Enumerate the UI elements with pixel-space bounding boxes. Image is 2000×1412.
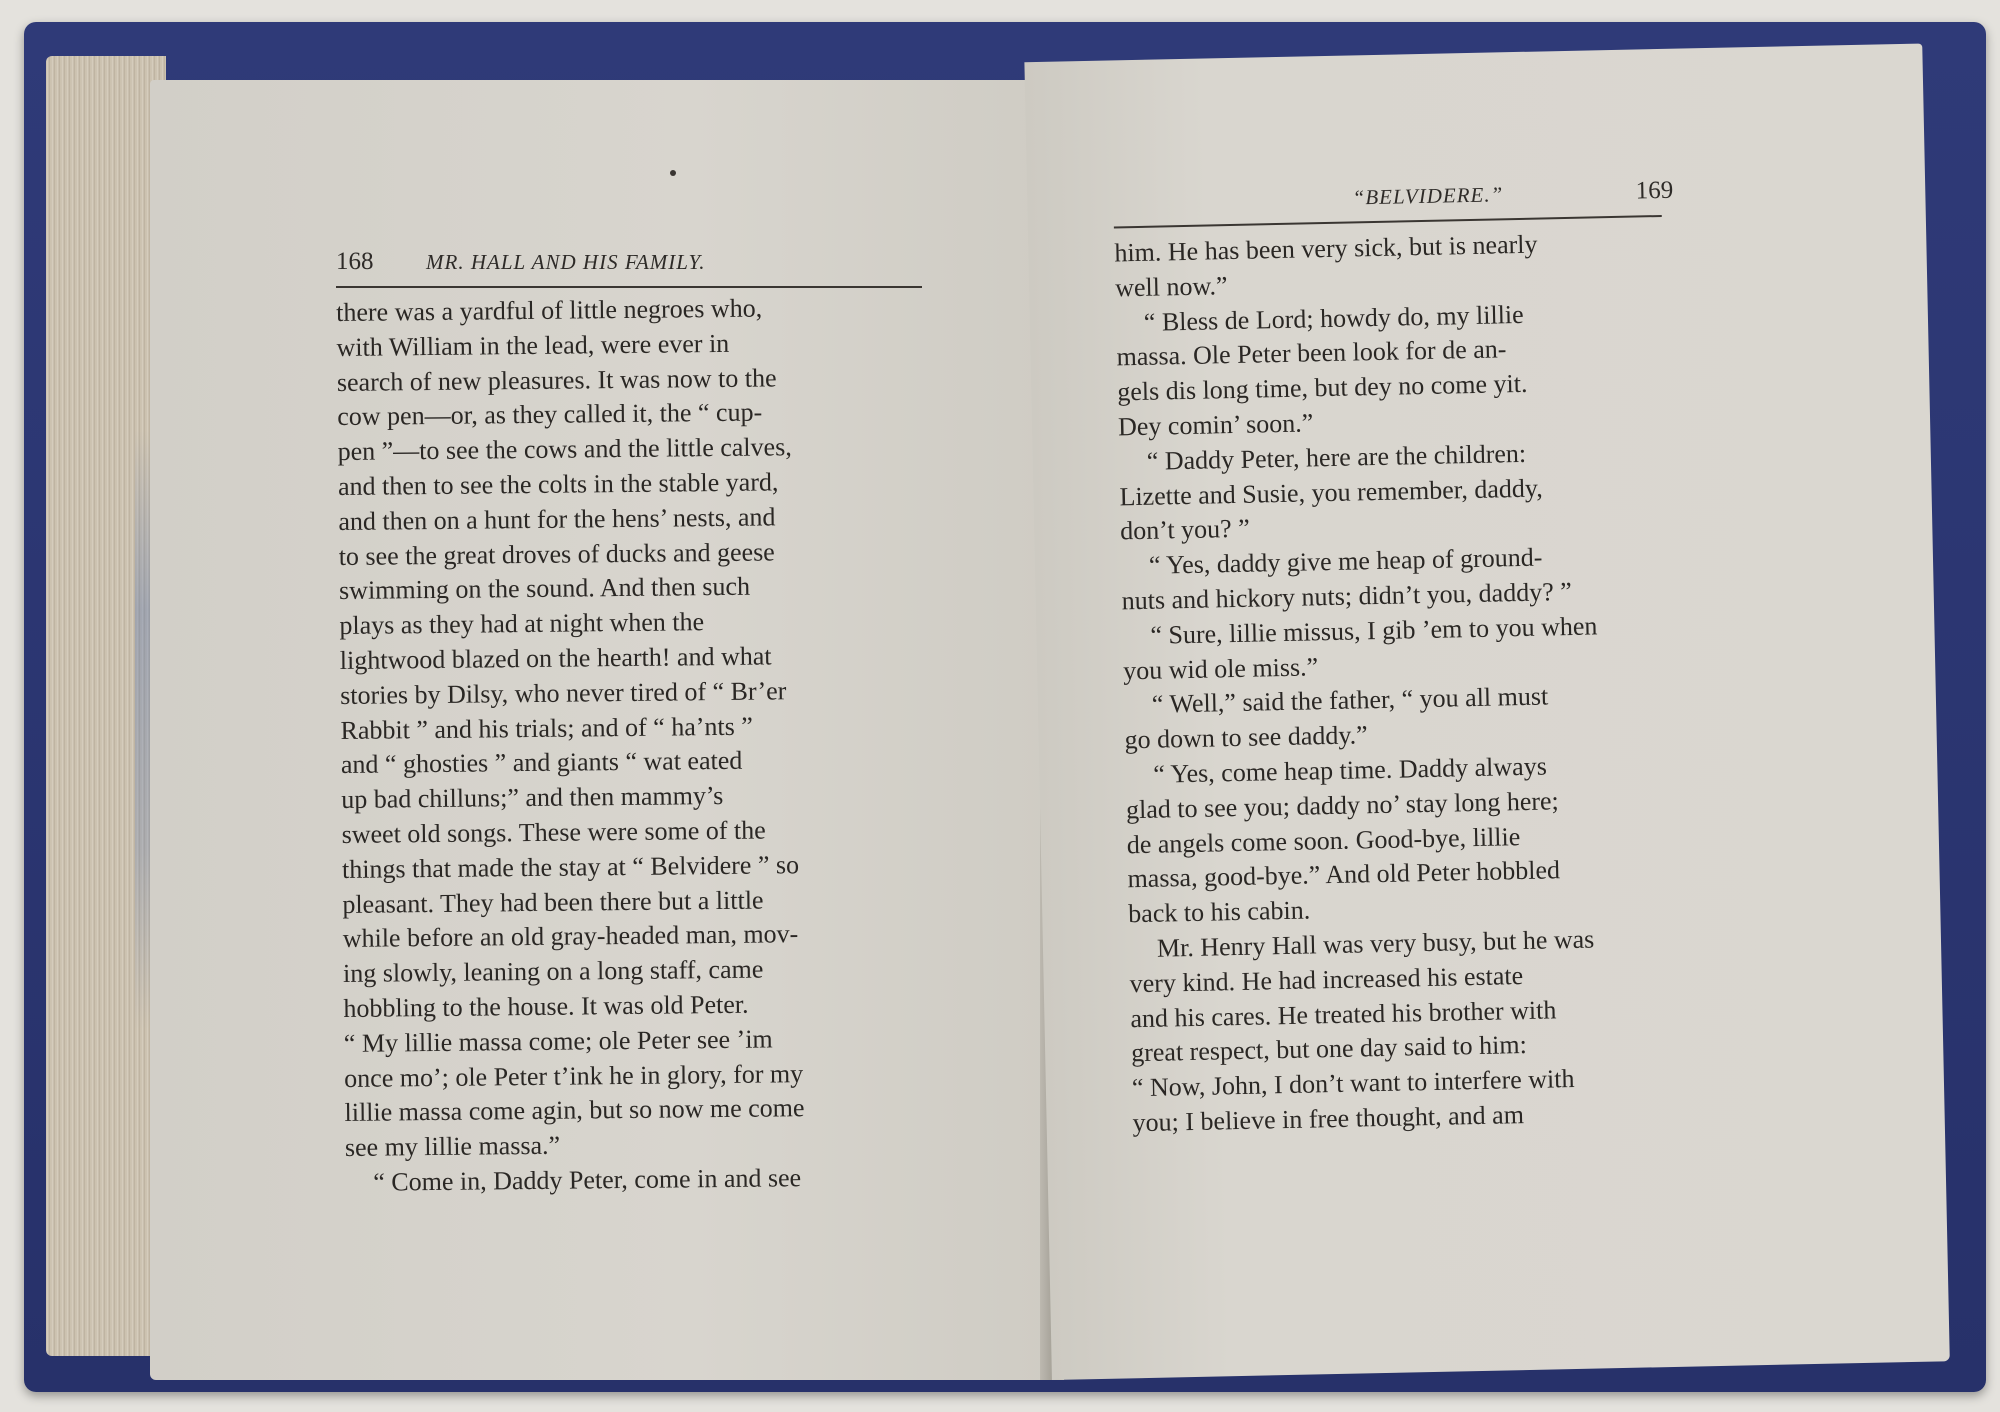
text-line: massa, good-bye.” And old Peter hobbled [1127, 855, 1561, 894]
text-line: to see the great droves of ducks and geese [338, 536, 775, 571]
ink-speck [670, 170, 676, 176]
text-line: “ Bless de Lord; howdy do, my lillie [1143, 299, 1524, 337]
left-page [150, 80, 1050, 1380]
text-line: and then on a hunt for the hens’ nests, and [338, 502, 776, 536]
text-line: de angels come soon. Good-bye, lillie [1126, 821, 1521, 859]
text-line: swimming on the sound. And then such [338, 572, 751, 606]
text-line: and then to see the colts in the stable yard, [337, 467, 779, 501]
header-rule [336, 286, 922, 288]
left-page-text [336, 290, 935, 1201]
text-line: things that made the stay at “ Belvidere ” so [341, 849, 800, 884]
page-number: 169 [1635, 176, 1674, 205]
text-line: search of new pleasures. It was now to the [336, 362, 777, 397]
text-line: massa. Ole Peter been look for de an- [1116, 334, 1507, 372]
text-line: there was a yardful of little negroes who, [336, 293, 763, 327]
text-line: Mr. Henry Hall was very busy, but he was [1156, 924, 1595, 963]
text-line: you wid ole miss.” [1122, 651, 1319, 685]
text-line: lillie massa come agin, but so now me come [344, 1093, 805, 1128]
text-line: plays as they had at night when the [339, 607, 705, 641]
text-line: Dey comin’ soon.” [1117, 408, 1314, 442]
text-line: “ Yes, daddy give me heap of ground- [1148, 542, 1543, 580]
text-line: up bad chilluns;” and then mammy’s [341, 781, 724, 815]
text-line: “ Daddy Peter, here are the children: [1146, 438, 1527, 476]
text-line: “ Well,” said the father, “ you all must [1151, 681, 1549, 720]
text-line: back to his cabin. [1127, 895, 1311, 929]
text-line: and his cares. He treated his brother with [1130, 994, 1557, 1033]
text-line: “ Yes, come heap time. Daddy always [1153, 751, 1548, 789]
text-line: Rabbit ” and his trials; and of “ ha’nts ” [340, 711, 753, 745]
text-line: hobbling to the house. It was old Peter. [343, 989, 749, 1023]
right-page-text [1114, 225, 1685, 1141]
text-line: go down to see daddy.” [1124, 720, 1368, 755]
text-line: you; I believe in free thought, and am [1132, 1099, 1525, 1138]
text-line: cow pen—or, as they called it, the “ cup- [337, 397, 763, 432]
text-line: once mo’; ole Peter t’ink he in glory, for my [344, 1058, 804, 1093]
text-line: “ My lillie massa come; ole Peter see ’im [343, 1024, 773, 1058]
text-line: while before an old gray-headed man, mov- [342, 919, 799, 954]
right-page-header [1113, 176, 1674, 210]
text-line: with William in the lead, were ever in [336, 328, 730, 362]
running-title: MR. HALL AND HIS FAMILY. [426, 250, 706, 274]
text-line: pleasant. They had been there but a little [342, 885, 764, 919]
text-line: very kind. He had increased his estate [1129, 960, 1524, 999]
text-line: well now.” [1114, 270, 1228, 303]
text-line: ing slowly, leaning on a long staff, came [342, 954, 764, 989]
text-line: see my lillie massa.” [344, 1130, 561, 1163]
text-line: stories by Dilsy, who never tired of “ Br’er [340, 676, 787, 710]
text-line: don’t you? ” [1119, 514, 1251, 546]
text-line: “ Now, John, I don’t want to interfere with [1131, 1064, 1575, 1103]
text-line: “ Come in, Daddy Peter, come in and see [373, 1163, 802, 1197]
text-line: lightwood blazed on the hearth! and what [339, 641, 772, 675]
text-line: glad to see you; daddy no’ stay long here; [1125, 786, 1560, 825]
text-line: great respect, but one day said to him: [1130, 1030, 1528, 1068]
text-line: sweet old songs. These were some of the [341, 815, 766, 849]
text-line: him. He has been very sick, but is nearly [1114, 229, 1538, 268]
running-title: “BELVIDERE.” [1352, 182, 1504, 210]
text-line: pen ”—to see the cows and the little calves, [337, 432, 792, 467]
right-page [1024, 43, 1949, 1380]
page-number: 168 [336, 248, 374, 275]
text-line: gels dis long time, but dey no come yit. [1117, 369, 1528, 407]
text-line: nuts and hickory nuts; didn’t you, daddy? ” [1121, 576, 1573, 616]
text-line: “ Sure, lillie missus, I gib ’em to you when [1150, 611, 1598, 650]
text-line: Lizette and Susie, you remember, daddy, [1119, 473, 1543, 511]
text-line: and “ ghosties ” and giants “ wat eated [340, 746, 743, 780]
